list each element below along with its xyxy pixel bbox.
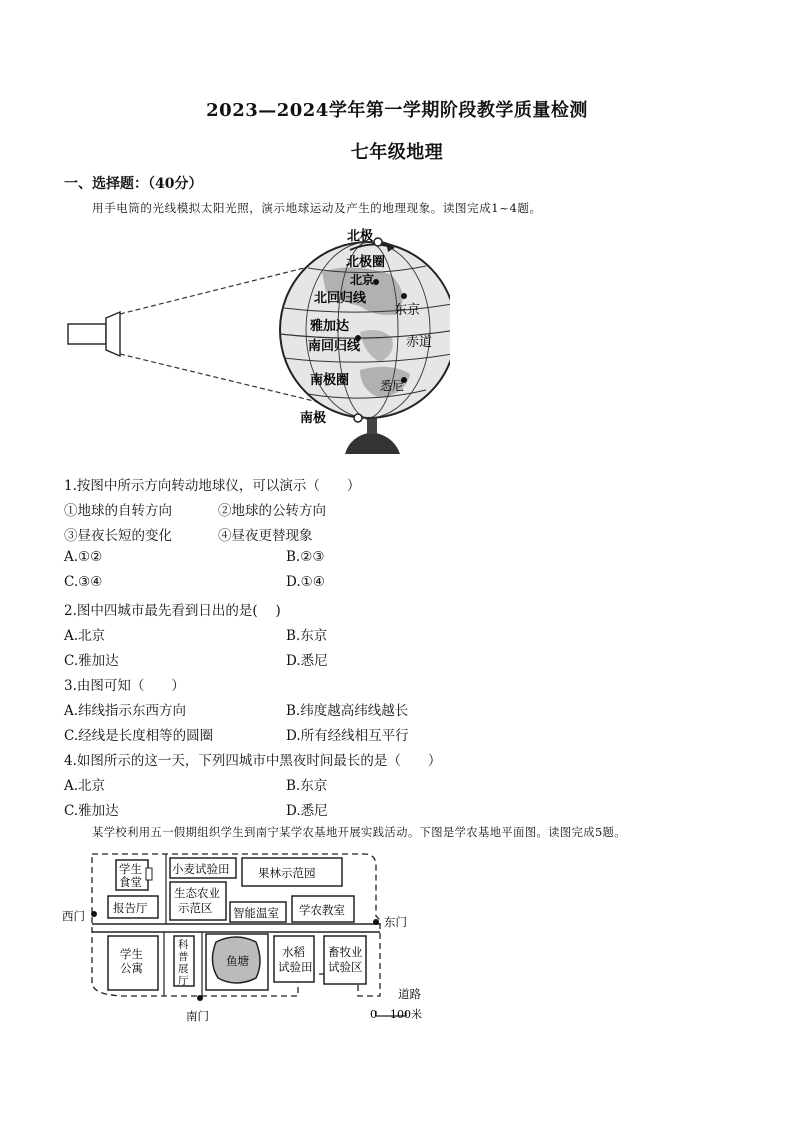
question-3-stem: 3.由图可知（ ）: [64, 678, 185, 694]
tokyo-dot: [401, 293, 407, 299]
label-south-pole: 南极: [300, 411, 327, 426]
label-east-gate: 东门: [384, 915, 407, 929]
label-classroom: 学农教室: [299, 903, 345, 917]
label-road-legend: 道路: [398, 987, 421, 1001]
question-4-option-a[interactable]: A.北京: [64, 778, 106, 794]
label-livestock-line2: 试验区: [328, 960, 363, 974]
label-beijing: 北京: [350, 273, 375, 287]
label-science-hall-4: 厅: [178, 975, 189, 987]
label-rice-line1: 水稻: [282, 945, 305, 959]
east-gate-dot: [373, 919, 379, 925]
canteen-door: [146, 868, 152, 880]
label-livestock-line1: 畜牧业: [328, 945, 363, 959]
label-canteen-line1: 学生: [119, 862, 142, 876]
question-3-option-a[interactable]: A.纬线指示东西方向: [64, 703, 187, 719]
question-2-stem: 2.图中四城市最先看到日出的是( ): [64, 603, 281, 619]
question-2-option-c[interactable]: C.雅加达: [64, 653, 119, 669]
question-2-option-a[interactable]: A.北京: [64, 628, 106, 644]
globe-stand-base: [345, 432, 400, 454]
label-south-gate: 南门: [186, 1009, 209, 1023]
label-orchard: 果林示范园: [258, 866, 316, 880]
label-science-hall-1: 科: [178, 939, 189, 951]
question-1-option-b[interactable]: B.②③: [286, 549, 325, 565]
label-wheat-field: 小麦试验田: [172, 862, 230, 876]
label-dorm-line2: 公寓: [120, 961, 143, 975]
globe-figure: [60, 222, 450, 454]
question-3-option-c[interactable]: C.经线是长度相等的圆圈: [64, 728, 214, 744]
flashlight-body: [68, 324, 106, 344]
label-report-hall: 报告厅: [113, 901, 148, 915]
question-1-statement-4: ④昼夜更替现象: [218, 528, 313, 544]
label-equator: 赤道: [406, 335, 433, 350]
label-arctic-circle: 北极圈: [346, 255, 386, 270]
section-heading: 一、选择题：（40分）: [64, 176, 203, 192]
question-3-option-d[interactable]: D.所有经线相互平行: [286, 728, 409, 744]
south-pole-dot: [354, 414, 362, 422]
label-scale-zero: 0: [370, 1008, 377, 1021]
label-tropic-capricorn: 南回归线: [308, 339, 361, 354]
flashlight-head: [106, 312, 120, 356]
label-scale-value: 100米: [390, 1008, 422, 1021]
intro-text-2: 某学校利用五一假期组织学生到南宁某学农基地开展实践活动。下图是学农基地平面图。读图完成5题。: [92, 826, 626, 839]
globe-stand-neck: [367, 418, 377, 434]
page-subtitle: 七年级地理: [350, 142, 444, 163]
page-title: 2023—2024学年第一学期阶段教学质量检测: [206, 100, 588, 121]
question-2-option-d[interactable]: D.悉尼: [286, 653, 328, 669]
rice-field-block: [274, 936, 314, 982]
question-3-option-b[interactable]: B.纬度越高纬线越长: [286, 703, 409, 719]
label-dorm-line1: 学生: [120, 947, 143, 961]
label-eco-line2: 示范区: [178, 901, 213, 915]
question-1-option-a[interactable]: A.①②: [64, 549, 103, 565]
label-science-hall-3: 展: [178, 963, 189, 975]
label-antarctic-circle: 南极圈: [310, 373, 350, 388]
label-tropic-cancer: 北回归线: [314, 291, 367, 306]
label-sydney: 悉尼: [380, 379, 405, 393]
label-canteen-line2: 食堂: [119, 875, 142, 889]
label-tokyo: 东京: [394, 303, 421, 318]
north-pole-dot: [374, 238, 382, 246]
label-science-hall-2: 普: [178, 951, 189, 963]
question-1-stem: 1.按图中所示方向转动地球仪，可以演示（ ）: [64, 478, 361, 494]
question-1-option-c[interactable]: C.③④: [64, 574, 103, 590]
label-greenhouse: 智能温室: [233, 906, 279, 920]
west-gate-dot: [91, 911, 97, 917]
label-fish-pond: 鱼塘: [226, 954, 249, 968]
label-rice-line2: 试验田: [278, 960, 313, 974]
question-4-option-c[interactable]: C.雅加达: [64, 803, 119, 819]
label-west-gate: 西门: [62, 909, 85, 923]
south-gate-dot: [197, 995, 203, 1001]
question-4-option-b[interactable]: B.东京: [286, 778, 328, 794]
question-4-option-d[interactable]: D.悉尼: [286, 803, 328, 819]
question-4-stem: 4.如图所示的这一天，下列四城市中黑夜时间最长的是（ ）: [64, 753, 442, 769]
label-eco-line1: 生态农业: [174, 886, 220, 900]
question-1-statement-3: ③昼夜长短的变化: [64, 528, 172, 544]
farm-map: [58, 846, 438, 1026]
label-jakarta: 雅加达: [310, 319, 350, 334]
intro-text-1: 用手电筒的光线模拟太阳光照，演示地球运动及产生的地理现象。读图完成1~4题。: [92, 201, 542, 215]
label-north-pole: 北极: [347, 229, 374, 244]
question-2-option-b[interactable]: B.东京: [286, 628, 328, 644]
question-1-option-d[interactable]: D.①④: [286, 574, 325, 590]
question-1-statement-1: ①地球的自转方向: [64, 503, 172, 519]
question-1-statement-2: ②地球的公转方向: [218, 503, 326, 519]
